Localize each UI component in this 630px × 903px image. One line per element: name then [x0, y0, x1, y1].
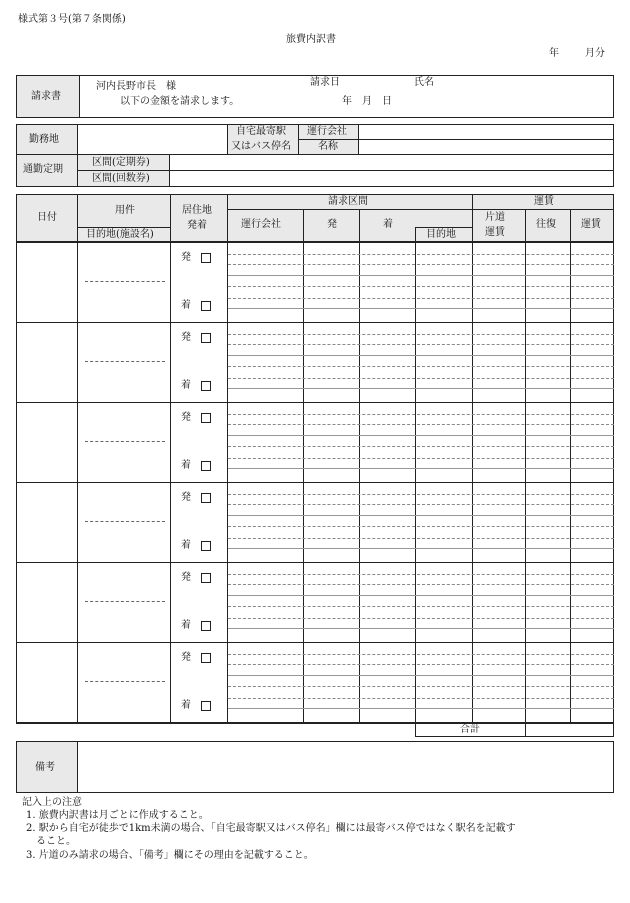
purpose-divider: [85, 281, 165, 282]
entry-line: [228, 686, 614, 687]
entry-line: [228, 628, 614, 629]
column-divider: [170, 322, 171, 402]
entry-line: [228, 446, 614, 447]
section-pass-label: 区間(定期券): [92, 157, 150, 168]
arrival-col-header: 着: [383, 219, 393, 230]
departure-marker: [181, 332, 211, 344]
departure-marker: [181, 252, 211, 264]
total-label: 合計: [460, 724, 480, 735]
notes-heading: 記入上の注意: [22, 797, 82, 808]
remarks-label: 備考: [35, 762, 55, 773]
station-name-label: 名称: [318, 141, 338, 152]
entry-line: [228, 424, 614, 425]
column-divider: [170, 242, 171, 322]
section-pass-field[interactable]: [169, 154, 614, 171]
departure-label: 発: [181, 332, 191, 343]
departure-label: 発: [181, 572, 191, 583]
entry-line: [228, 414, 614, 415]
entry-line: [228, 344, 614, 345]
departure-label: 発: [181, 492, 191, 503]
date-field[interactable]: [17, 643, 76, 721]
entry-line: [228, 298, 614, 299]
entry-line: [228, 388, 614, 389]
residence-header: 居住地: [182, 205, 212, 216]
entry-line: [228, 468, 614, 469]
column-divider: [77, 322, 78, 402]
departure-col-header: 発: [327, 219, 337, 230]
destination-header: 目的地(施設名): [86, 229, 154, 240]
entry-line: [228, 595, 614, 596]
remarks-field[interactable]: [77, 741, 614, 793]
entry-line: [228, 308, 614, 309]
workplace-label: 勤務地: [29, 134, 59, 145]
page-title: 旅費内訳書: [286, 34, 336, 45]
oneway-header: 片道: [485, 212, 505, 223]
departure-marker: [181, 652, 211, 664]
nearest-station-label: 自宅最寄駅: [236, 126, 286, 137]
arrival-marker: [181, 700, 211, 712]
arrival-checkbox[interactable]: [201, 541, 211, 551]
entry-line: [228, 515, 614, 516]
entry-line: [228, 264, 614, 265]
arrival-label: 着: [181, 460, 191, 471]
purpose-divider: [85, 361, 165, 362]
departure-label: 発: [181, 252, 191, 263]
departure-marker: [181, 412, 211, 424]
entry-line: [228, 618, 614, 619]
column-divider: [170, 482, 171, 562]
arrival-label: 着: [181, 700, 191, 711]
entry-line: [228, 435, 614, 436]
station-name-field[interactable]: [358, 139, 614, 155]
column-divider: [170, 402, 171, 482]
entry-line: [228, 334, 614, 335]
date-field[interactable]: [17, 323, 76, 401]
entry-line: [228, 584, 614, 585]
arrival-marker: [181, 460, 211, 472]
entry-line: [228, 366, 614, 367]
column-divider: [77, 402, 78, 482]
addressee: 河内長野市長 様: [96, 81, 176, 92]
entry-line: [228, 494, 614, 495]
operator-label: 運行会社: [307, 126, 347, 137]
operator-field[interactable]: [358, 124, 614, 140]
column-divider: [77, 482, 78, 562]
departure-checkbox[interactable]: [201, 493, 211, 503]
oneway-header-2: 運賃: [485, 227, 505, 238]
arrival-marker: [181, 380, 211, 392]
departure-checkbox[interactable]: [201, 413, 211, 423]
entry-line: [228, 675, 614, 676]
date-field[interactable]: [17, 483, 76, 561]
residence-header-cell: [170, 194, 228, 242]
entry-line: [228, 548, 614, 549]
form-number: 様式第３号(第７条関係): [18, 14, 126, 25]
entry-line: [228, 664, 614, 665]
claim-date-label: 請求日: [310, 77, 340, 88]
column-divider: [77, 642, 78, 722]
arrival-marker: [181, 620, 211, 632]
entry-line: [228, 378, 614, 379]
claim-statement: 以下の金額を請求します。: [120, 96, 240, 107]
claim-date-value[interactable]: 年 月 日: [342, 96, 392, 107]
departure-checkbox[interactable]: [201, 253, 211, 263]
entry-line: [228, 355, 614, 356]
claim-label: 請求書: [31, 91, 61, 102]
departure-marker: [181, 572, 211, 584]
nearest-station-label-2: 又はバス停名: [231, 141, 291, 152]
departure-checkbox[interactable]: [201, 653, 211, 663]
entry-line: [228, 654, 614, 655]
arrival-checkbox[interactable]: [201, 701, 211, 711]
entry-line: [228, 574, 614, 575]
note-item: 1. 旅費内訳書は月ごとに作成すること。: [26, 810, 209, 821]
entry-line: [228, 708, 614, 709]
date-field[interactable]: [17, 563, 76, 641]
arrival-label: 着: [181, 380, 191, 391]
purpose-divider: [85, 521, 165, 522]
departure-label: 発: [181, 412, 191, 423]
roundtrip-header: 往復: [536, 219, 556, 230]
arrival-marker: [181, 300, 211, 312]
commuter-pass-label: 通勤定期: [23, 164, 63, 175]
note-item: 3. 片道のみ請求の場合、「備考」欄にその理由を記載すること。: [26, 850, 314, 861]
entry-line: [228, 504, 614, 505]
note-item: 2. 駅から自宅が徒歩で1km未満の場合、「自宅最寄駅又はバス停名」欄には最寄バス停ではなく駅名を記載す: [26, 823, 516, 834]
total-field[interactable]: [525, 723, 614, 737]
year-label: 年: [549, 48, 559, 59]
section-coupon-label: 区間(回数券): [92, 173, 150, 184]
destination-short-header: 目的地: [426, 229, 456, 240]
column-divider: [170, 642, 171, 722]
month-label: 月分: [585, 48, 605, 59]
entry-line: [228, 698, 614, 699]
purpose-divider: [85, 681, 165, 682]
entry-line: [228, 458, 614, 459]
column-divider: [77, 242, 78, 322]
date-header: 日付: [37, 212, 57, 223]
arrival-checkbox[interactable]: [201, 621, 211, 631]
claimant-name-label: 氏名: [414, 77, 434, 88]
purpose-divider: [85, 441, 165, 442]
arrival-checkbox[interactable]: [201, 461, 211, 471]
date-field[interactable]: [17, 403, 76, 481]
entry-line: [228, 526, 614, 527]
departure-checkbox[interactable]: [201, 573, 211, 583]
column-divider: [77, 562, 78, 642]
departure-marker: [181, 492, 211, 504]
arrival-checkbox[interactable]: [201, 381, 211, 391]
entry-line: [228, 538, 614, 539]
operator-col-header: 運行会社: [241, 219, 281, 230]
entry-line: [228, 254, 614, 255]
arrival-label: 着: [181, 540, 191, 551]
purpose-divider: [85, 601, 165, 602]
workplace-field[interactable]: [77, 124, 228, 155]
entry-line: [228, 275, 614, 276]
arrival-label: 着: [181, 300, 191, 311]
purpose-header: 用件: [115, 205, 135, 216]
entry-line: [228, 286, 614, 287]
date-field[interactable]: [17, 243, 76, 321]
column-divider: [170, 562, 171, 642]
entry-line: [228, 606, 614, 607]
departure-checkbox[interactable]: [201, 333, 211, 343]
arrival-checkbox[interactable]: [201, 301, 211, 311]
arrival-marker: [181, 540, 211, 552]
note-item: ること。: [36, 836, 76, 847]
section-header: 請求区間: [328, 196, 368, 207]
section-coupon-field[interactable]: [169, 170, 614, 187]
fare-group-header: 運賃: [534, 196, 554, 207]
fare-header: 運賃: [581, 219, 601, 230]
residence-header-2: 発着: [187, 220, 207, 231]
departure-label: 発: [181, 652, 191, 663]
arrival-label: 着: [181, 620, 191, 631]
